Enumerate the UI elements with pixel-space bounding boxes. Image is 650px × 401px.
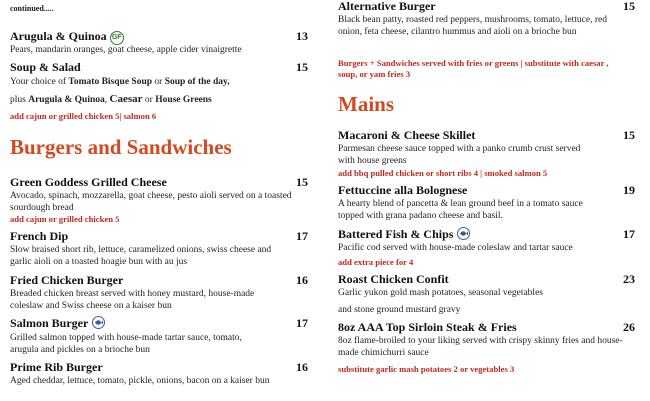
item-name-soup-salad: Soup & Salad [10,60,81,74]
item-desc-arugula: Pears, mandarin oranges, goat cheese, apple cider vinaigrette [10,45,242,55]
item-price-salmon-burger: 17 [296,316,308,330]
item-name-green-goddess: Green Goddess Grilled Cheese [10,175,167,189]
item-price-roast-chicken: 23 [623,272,635,286]
item-price-arugula: 13 [296,29,308,43]
item-price-french-dip: 17 [296,229,308,243]
item-price-fish-chips: 17 [623,227,635,241]
item-name-sirloin: 8oz AAA Top Sirloin Steak & Fries [338,320,517,334]
item-price-fettuccine: 19 [623,183,635,197]
addon-fish-chips: add extra piece for 4 [338,257,414,267]
continued-label: continued..... [10,4,54,13]
item-name-alternative-burger: Alternative Burger [338,0,436,13]
item-price-mac-cheese: 15 [623,128,635,142]
item-desc-alternative-burger: Black bean patty, roasted red peppers, mushrooms, tomato, lettuce, red onion, feta cheese, cilantro hummus and aioli on a brioche bun [338,15,607,37]
section-title-burgers: Burgers and Sandwiches [10,135,232,159]
item-name-prime-rib: Prime Rib Burger [10,360,103,374]
item-desc-prime-rib: Aged cheddar, lettuce, tomato, pickle, onions, bacon on a kaiser bun [10,376,270,386]
burger-sides-note: Burgers + Sandwiches served with fries or greens | substitute with caesar , soup, or yam fries 3 [338,58,609,79]
item-price-alternative-burger: 15 [623,0,635,13]
item-desc-roast-chicken: Garlic yukon gold mash potatoes, seasonal vegetables [338,288,543,298]
addon-soup-salad: add cajun or grilled chicken 5| salmon 6 [10,111,157,121]
item-desc-french-dip: Slow braised short rib, lettuce, caramelized onions, swiss cheese and garlic aioli on a toasted hoagie bun with au jus [10,245,272,267]
item-name-french-dip: French Dip [10,229,69,243]
fish-icon [457,227,470,240]
item-desc-fish-chips: Pacific cod served with house-made coleslaw and tartar sauce [338,243,573,253]
item-price-green-goddess: 15 [296,175,308,189]
section-title-mains: Mains [338,92,395,116]
item-desc-green-goddess: Avocado, spinach, mozzarella, goat cheese, pesto aioli served on a toasted sourdough bread [10,191,292,213]
addon-sirloin: substitute garlic mash potatoes 2 or vegetables 3 [338,364,515,374]
gluten-free-icon: GF [110,31,124,45]
item-desc-soup-salad-2: plus Arugula & Quinoa, Caesar or House Greens [10,93,212,105]
item-name-fried-chicken: Fried Chicken Burger [10,273,124,287]
item-name-mac-cheese: Macaroni & Cheese Skillet [338,128,476,142]
item-price-fried-chicken: 16 [296,273,308,287]
item-desc-salmon-burger: Grilled salmon topped with house-made tartar sauce, tomato, arugula and pickles on a brioche bun [10,333,242,355]
item-name-fettuccine: Fettuccine alla Bolognese [338,183,468,197]
fish-icon [92,316,105,329]
item-name-roast-chicken: Roast Chicken Confit [338,272,449,286]
item-price-sirloin: 26 [623,320,635,334]
item-desc-mac-cheese: Parmesan cheese sauce topped with a panko crumb crust served with house greens [338,144,581,166]
item-price-prime-rib: 16 [296,360,308,374]
item-desc-fried-chicken: Breaded chicken breast served with honey mustard, house-made coleslaw and Swiss cheese on a kaiser bun [10,289,255,311]
item-desc-soup-salad: Your choice of Tomato Bisque Soup or Soup of the day, [10,77,230,87]
item-desc-fettuccine: A hearty blend of pancetta & lean ground beef in a tomato sauce topped with grana padano cheese and basil. [338,199,583,221]
item-name-fish-chips: Battered Fish & Chips [338,227,470,242]
item-price-soup-salad: 15 [296,60,308,74]
addon-mac-cheese: add bbq pulled chicken or short ribs 4 | smoked salmon 5 [338,168,548,178]
item-desc-roast-chicken-2: and stone ground mustard gravy [338,305,461,315]
item-name-salmon-burger: Salmon Burger [10,316,105,331]
item-desc-sirloin: 8oz flame-broiled to your liking served with crispy skinny fries and house-made chimichurri sauce [338,336,623,358]
item-name-arugula: Arugula & Quinoa GF [10,29,124,45]
addon-green-goddess: add cajun or grilled chicken 5 [10,214,120,224]
